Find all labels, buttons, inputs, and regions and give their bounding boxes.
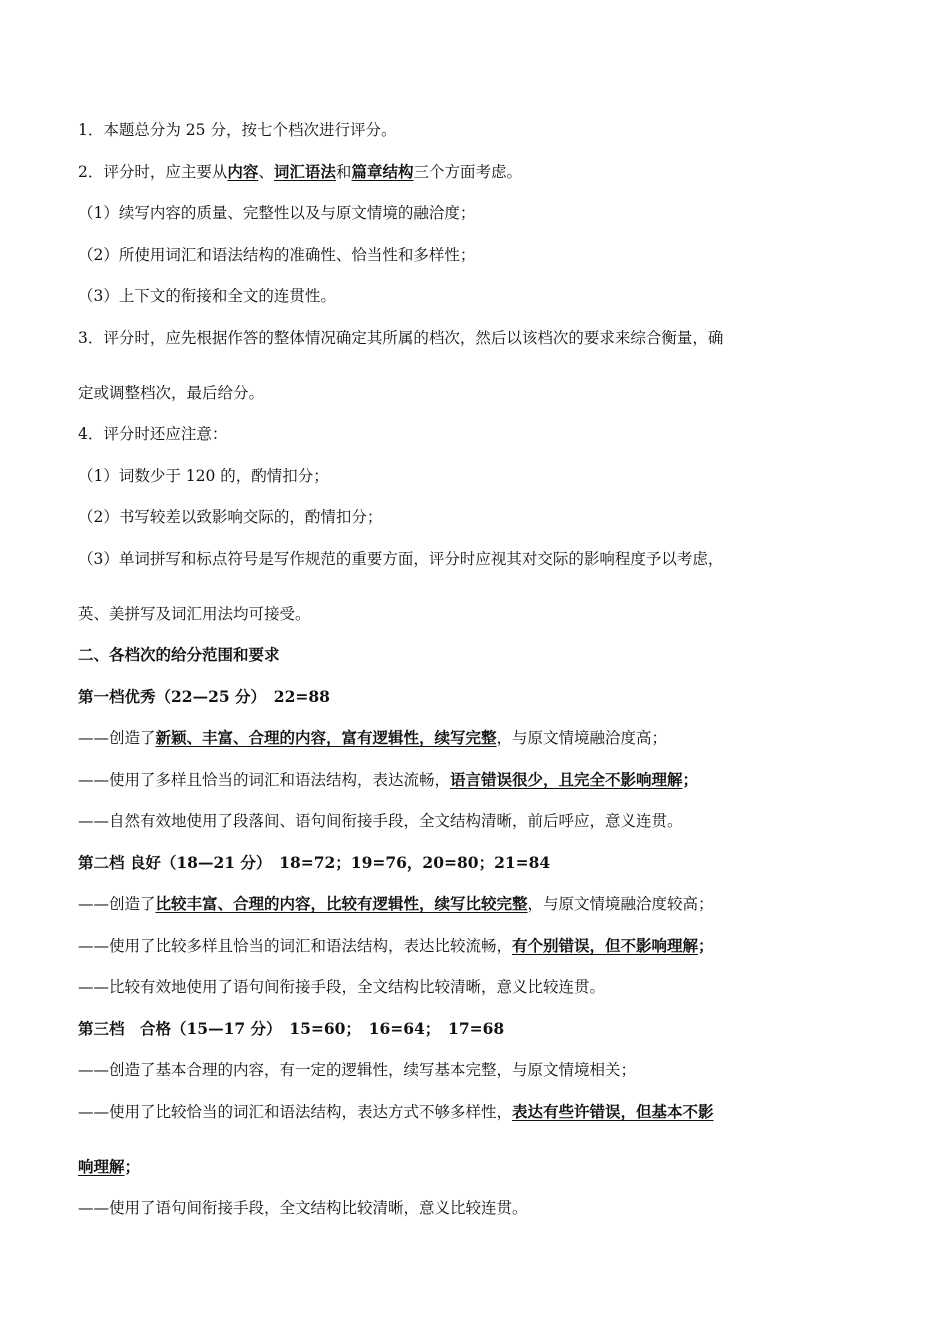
level-3-req-2-line-1: [78, 1098, 878, 1153]
level-2-req-1-prefix: ——创造了: [78, 895, 156, 913]
item-2-sub-2: （2）所使用词汇和语法结构的准确性、恰当性和多样性；: [78, 245, 476, 264]
document-page: [78, 116, 878, 1236]
item-4-sub-3-line-2: 英、美拼写及词汇用法均可接受。: [78, 604, 311, 623]
level-1-req-3: ——自然有效地使用了段落间、语句间衔接手段，全文结构清晰，前后呼应，意义连贯。: [78, 812, 683, 830]
item-4-sub-1: （1）词数少于 120 的，酌情扣分；: [78, 466, 329, 485]
level-3-req-3: ——使用了语句间衔接手段，全文结构比较清晰，意义比较连贯。: [78, 1199, 528, 1217]
item-4-sub-3-line-1: （3）单词拼写和标点符号是写作规范的重要方面，评分时应视其对交际的影响程度予以考虑，: [78, 549, 724, 568]
item-2-sub-1: （1）续写内容的质量、完整性以及与原文情境的融洽度；: [78, 204, 476, 222]
level-2-req-2: [78, 932, 878, 974]
item-2: [78, 158, 878, 200]
level-3-req-2-bold-1: 表达有些许错误，但基本不影: [512, 1101, 714, 1121]
level-1-req-2: [78, 766, 878, 808]
item-4-sub-2: （2）书写较差以致影响交际的，酌情扣分；: [78, 508, 383, 526]
item-2-and: 和: [335, 162, 352, 181]
item-3-line-2: 定或调整档次，最后给分。: [78, 383, 265, 402]
level-1-req-1-suffix: ，与原文情境融洽度高；: [496, 729, 668, 747]
section-2-title: 二、各档次的给分范围和要求: [78, 645, 280, 664]
level-3-req-2-suffix: ；: [124, 1156, 141, 1176]
item-2-prefix: 2．评分时，应主要从: [78, 162, 228, 181]
level-2-req-1-bold: 比较丰富、合理的内容，比较有逻辑性，续写比较完整: [155, 894, 528, 913]
level-3-req-1: ——创造了基本合理的内容，有一定的逻辑性，续写基本完整，与原文情境相关；: [78, 1061, 637, 1079]
level-3-req-2-prefix: ——使用了比较恰当的词汇和语法结构，表达方式不够多样性，: [78, 1102, 513, 1121]
level-2-req-3: ——比较有效地使用了语句间衔接手段，全文结构比较清晰，意义比较连贯。: [78, 978, 606, 996]
item-2-sep: 、: [258, 162, 274, 181]
level-1-heading: 第一档优秀（22—25 分） 22=88: [78, 686, 330, 706]
level-1-req-2-suffix: ；: [682, 769, 699, 789]
level-2-req-2-bold: 有个别错误，但不影响理解: [512, 935, 699, 955]
level-2-req-2-suffix: ；: [698, 935, 714, 955]
level-1-req-2-prefix: ——使用了多样且恰当的词汇和语法结构，表达流畅，: [78, 770, 451, 789]
level-1-req-1: [78, 724, 878, 766]
item-1: 1．本题总分为 25 分，按七个档次进行评分。: [78, 121, 397, 139]
level-2-heading: 第二档 良好（18—21 分） 18=72；19=76，20=80；21=84: [78, 852, 551, 872]
item-2-sub-3: （3）上下文的衔接和全文的连贯性。: [78, 287, 336, 305]
level-1-req-1-prefix: ——创造了: [78, 729, 156, 747]
level-2-req-2-prefix: ——使用了比较多样且恰当的词汇和语法结构，表达比较流畅，: [78, 936, 513, 955]
level-3-heading: 第三档 合格（15—17 分） 15=60； 16=64； 17=68: [78, 1018, 505, 1038]
item-2-content: 内容: [227, 161, 259, 181]
item-3-line-1: 3．评分时，应先根据作答的整体情况确定其所属的档次，然后以该档次的要求来综合衡量，确: [78, 328, 724, 347]
level-1-req-1-bold: 新颖、丰富、合理的内容，富有逻辑性，续写完整: [155, 728, 497, 747]
item-4: 4．评分时还应注意：: [78, 425, 228, 443]
item-2-vocab: 词汇语法: [273, 161, 336, 181]
level-3-req-2-bold-2: 响理解: [78, 1156, 125, 1176]
item-2-suffix: 三个方面考虑。: [413, 162, 522, 181]
level-2-req-1: [78, 890, 878, 932]
item-2-structure: 篇章结构: [351, 161, 414, 181]
level-1-req-2-bold: 语言错误很少，且完全不影响理解: [450, 769, 683, 789]
level-3-req-2-line-2: [78, 1153, 878, 1195]
level-2-req-1-suffix: ，与原文情境融洽度较高；: [527, 895, 714, 913]
